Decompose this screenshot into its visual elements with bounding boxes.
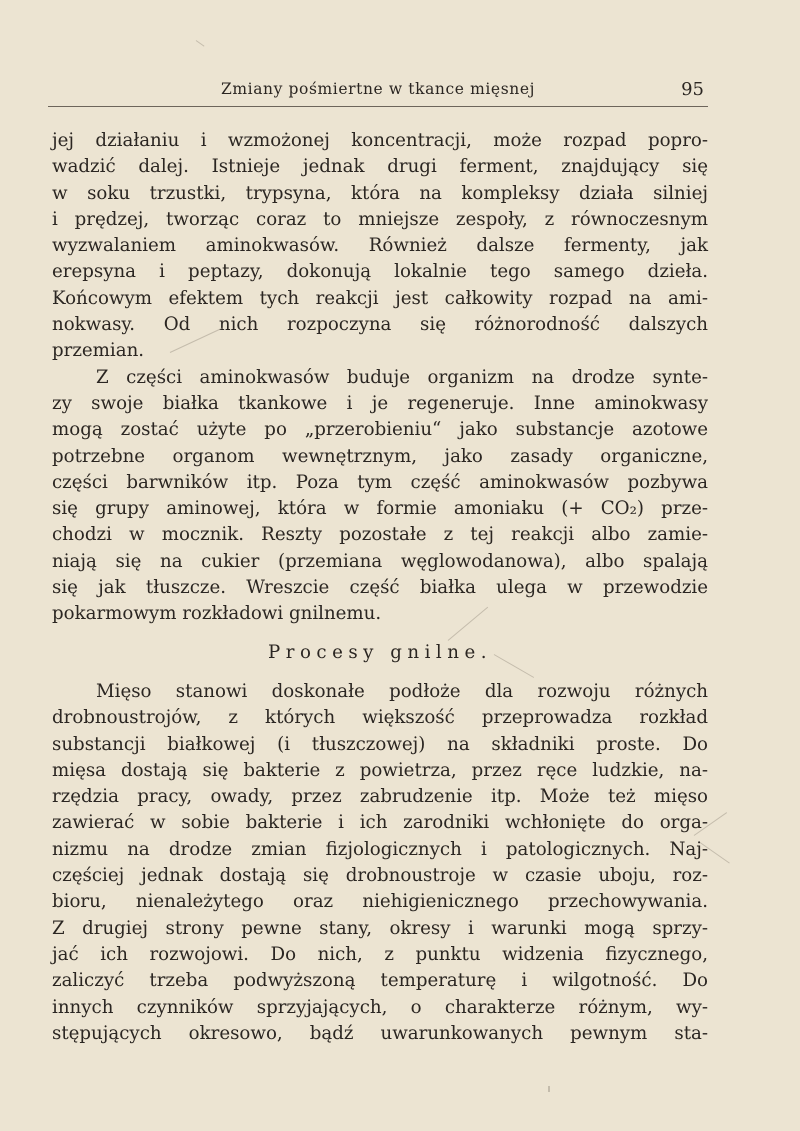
paragraph-2 (52, 365, 708, 628)
text-line: w soku trzustki, trypsyna, która na kompleksy działa silniej (52, 182, 708, 204)
body-text (52, 128, 708, 1047)
text-line: bioru, nienależytego oraz niehigienicznego przechowywania. (52, 891, 708, 913)
text-line: przemian. (52, 340, 145, 362)
text-line: mogą zostać użyte po „przerobieniu“ jako substancje azotowe (52, 419, 708, 441)
text-line: zawierać w sobie bakterie i ich zarodniki wchłonięte do orga- (52, 812, 708, 834)
text-line: jać ich rozwojowi. Do nich, z punktu widzenia fizycznego, (52, 943, 708, 965)
text-line: niają się na cukier (przemiana węglowodanowa), albo spalają (52, 550, 708, 572)
text-line: chodzi w mocznik. Reszty pozostałe z tej reakcji albo zamie- (52, 524, 708, 546)
paragraph-3 (52, 679, 708, 1047)
text-line: Końcowym efektem tych reakcji jest całkowity rozpad na ami- (52, 287, 708, 309)
text-line: Z drugiej strony pewne stany, okresy i warunki mogą sprzy- (52, 917, 708, 939)
text-line: zaliczyć trzeba podwyższoną temperaturę i wilgotność. Do (52, 970, 708, 992)
text-line: nokwasy. Od nich rozpoczyna się różnorodność dalszych (52, 314, 708, 336)
text-line: nizmu na drodze zmian fizjologicznych i patologicznych. Naj- (52, 838, 708, 860)
running-header (48, 80, 708, 107)
text-line: drobnoustrojów, z których większość przeprowadza rozkład (52, 707, 708, 729)
text-line: pokarmowym rozkładowi gnilnemu. (52, 603, 382, 625)
text-line: się grupy aminowej, która w formie amoniaku (+ CO₂) prze- (52, 498, 708, 520)
text-line: zy swoje białka tkankowe i je regeneruje. Inne aminokwasy (52, 392, 708, 414)
text-line: wadzić dalej. Istnieje jednak drugi ferment, znajdujący się (52, 156, 708, 178)
page-number: 95 (681, 79, 704, 100)
text-line: erepsyna i peptazy, dokonują lokalnie tego samego dzieła. (52, 261, 708, 283)
text-line: substancji białkowej (i tłuszczowej) na składniki proste. Do (52, 733, 708, 755)
text-line: jej działaniu i wzmożonej koncentracji, może rozpad popro- (52, 130, 708, 151)
paragraph-1 (52, 128, 708, 365)
text-line: częściej jednak dostają się drobnoustroje w czasie uboju, roz- (52, 865, 708, 887)
text-line: rzędzia pracy, owady, przez zabrudzenie itp. Może też mięso (52, 786, 708, 808)
text-line: wyzwalaniem aminokwasów. Również dalsze fermenty, jak (52, 235, 708, 257)
text-line: mięsa dostają się bakterie z powietrza, przez ręce ludzkie, na- (52, 759, 708, 781)
pencil-mark (196, 40, 205, 47)
text-line: innych czynników sprzyjających, o charakterze różnym, wy- (52, 996, 708, 1018)
text-line: stępujących okresowo, bądź uwarunkowanych pewnym sta- (52, 1022, 708, 1044)
text-line: się jak tłuszcze. Wreszcie część białka ulega w przewodzie (52, 577, 708, 599)
text-line: i prędzej, tworząc coraz to mniejsze zespoły, z równoczesnym (52, 208, 708, 230)
text-line: Mięso stanowi doskonałe podłoże dla rozwoju różnych (96, 680, 708, 702)
text-line: części barwników itp. Poza tym część aminokwasów pozbywa (52, 471, 708, 493)
text-line: potrzebne organom wewnętrznym, jako zasady organiczne, (52, 445, 708, 467)
pencil-mark (548, 1086, 550, 1092)
section-heading: Procesy gnilne. (268, 641, 492, 663)
text-line: Z części aminokwasów buduje organizm na drodze synte- (96, 366, 708, 388)
running-title: Zmiany pośmiertne w tkance mięsnej (220, 80, 536, 98)
